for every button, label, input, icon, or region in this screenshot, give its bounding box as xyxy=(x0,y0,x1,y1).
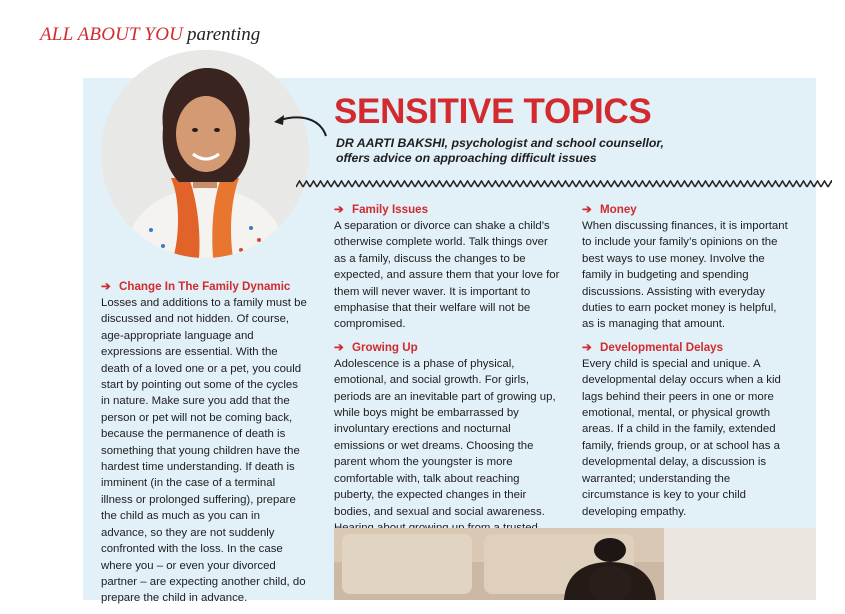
section-heading: Family Issues xyxy=(352,203,429,216)
section-body: Every child is special and unique. A developmental delay occurs when a kid lags behind their peers in one or more emotional, mental, or physical growth areas. If a child in the family, extended family, friends group, or at school has a developmental delay, a discussion is warranted; understanding the circumstance is key to your child developing empathy. xyxy=(582,357,781,518)
section-heading: Change In The Family Dynamic xyxy=(119,280,291,293)
section-label: parenting xyxy=(187,24,261,45)
arrow-right-icon: ➔ xyxy=(582,340,592,354)
column-right xyxy=(582,202,788,527)
section-developmental-delays xyxy=(582,340,788,520)
magazine-header xyxy=(40,24,260,46)
column-left xyxy=(101,279,309,614)
article-title: SENSITIVE TOPICS xyxy=(334,92,652,131)
bottom-photo xyxy=(334,528,816,600)
section-money xyxy=(582,202,788,333)
section-family-issues xyxy=(334,202,560,333)
article-subtitle: DR AARTI BAKSHI, psychologist and school counsellor, offers advice on approaching difficult issues xyxy=(336,136,664,165)
arrow-right-icon: ➔ xyxy=(582,203,592,216)
arrow-right-icon: ➔ xyxy=(334,203,344,216)
author-portrait xyxy=(101,50,309,258)
section-heading: Growing Up xyxy=(352,340,418,354)
section-heading: Money xyxy=(600,203,637,216)
zigzag-divider xyxy=(296,180,832,188)
section-heading: Developmental Delays xyxy=(600,340,724,354)
section-body: Losses and additions to a family must be discussed and not hidden. Of course, age-appropriate language and expressions are essential. With the death of a loved one or a pet, you could start by pointing out some of the cycles in nature. Make sure you add that the person or pet will not be coming back, because the permanence of death is something that young children have the hardest time understanding. If death is imminent (in the case of a terminal illness or prolonged suffering), prepare the child as much as you can in advance, so they are not suddenly confronted with the loss. In the case where you – or even your divorced partner – are expecting another child, do prepare the child in advance. xyxy=(101,297,307,605)
column-middle xyxy=(334,202,560,576)
section-change-in-family-dynamic xyxy=(101,279,309,607)
section-body: When discussing finances, it is important to include your family’s opinions on the best ways to use money. Involve the family in budgeting and spending discussions. Assisting with everyday duties to earn pocket money is helpful, as is managing that amount. xyxy=(582,220,788,331)
arrow-right-icon: ➔ xyxy=(334,340,344,354)
arrow-right-icon: ➔ xyxy=(101,280,111,293)
section-body: Adolescence is a phase of physical, emotional, and social growth. For girls, periods are an inevitable part of growing up, while boys might be embarrassed by involuntary erections and nocturnal emissions or wet dreams. Choosing the parent whom the youngster is more comfortable with, talk about reaching puberty, the expected changes in their bodies, and sexual and social awareness. xyxy=(334,357,556,518)
brand-label: ALL ABOUT YOU xyxy=(40,24,184,45)
section-body: A separation or divorce can shake a child’s otherwise complete world. Talk things over as a family, discuss the changes to be expected, and assure them that your love for them will never waver. It is important to emphasise that their welfare will not be compromised. xyxy=(334,220,560,331)
curved-arrow-icon xyxy=(272,110,328,140)
